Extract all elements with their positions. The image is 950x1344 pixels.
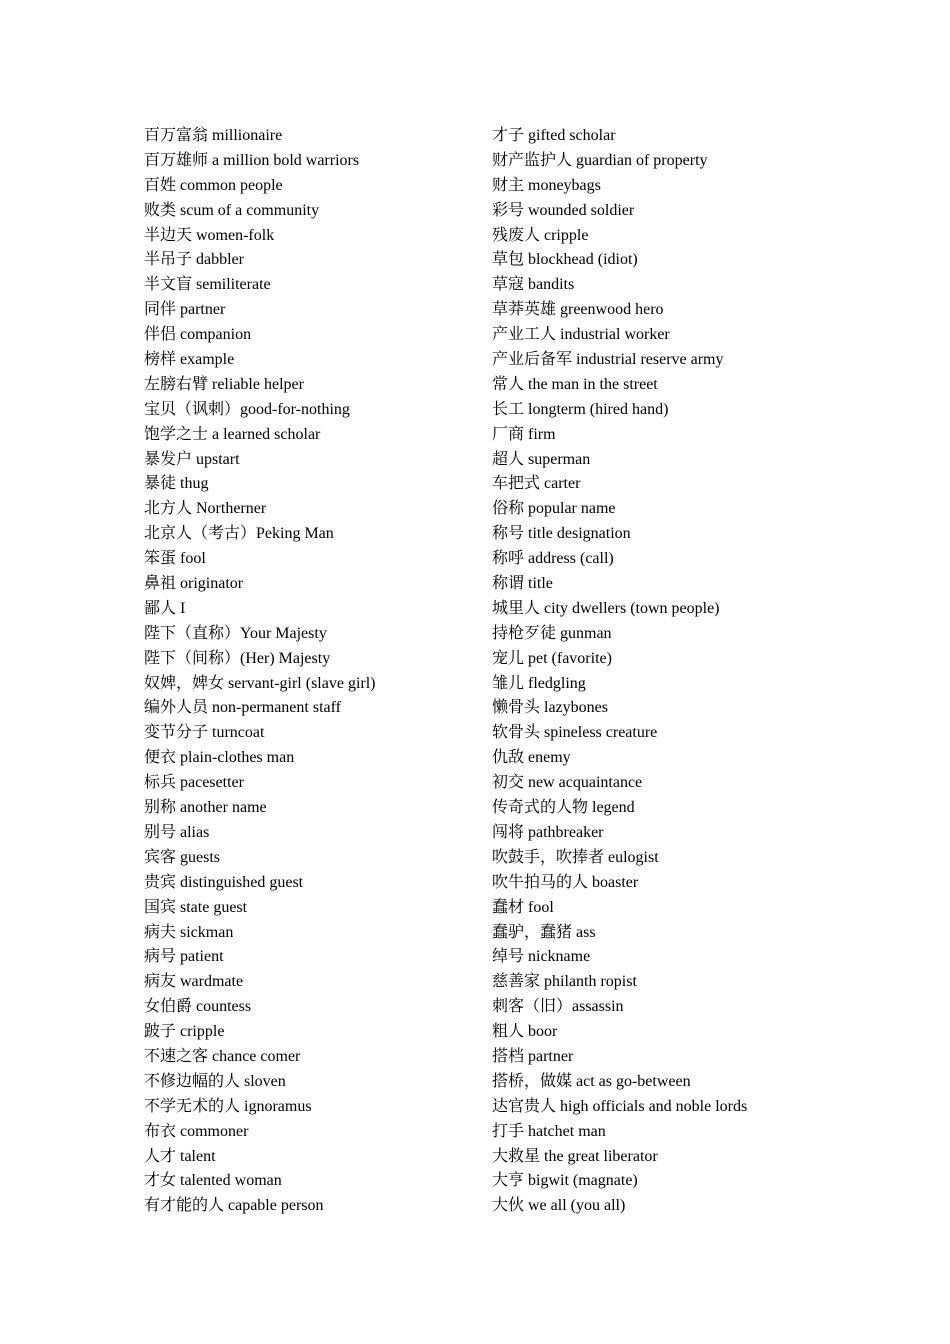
vocab-entry: 称谓 title	[492, 575, 553, 593]
vocab-entry: 伴侣 companion	[144, 326, 252, 344]
vocab-entry: 别称 another name	[144, 799, 267, 817]
vocab-entry: 蠢材 fool	[492, 898, 554, 916]
vocab-entry: 雏儿 fledgling	[492, 674, 586, 692]
vocab-entry: 粗人 boor	[492, 1023, 558, 1041]
vocab-entry: 城里人 city dwellers (town people)	[492, 599, 720, 617]
vocab-entry: 国宾 state guest	[144, 898, 248, 916]
vocab-entry: 达官贵人 high officials and noble lords	[492, 1097, 748, 1115]
vocab-entry: 别号 alias	[144, 823, 210, 841]
vocab-entry: 懒骨头 lazybones	[492, 699, 608, 717]
left-column	[144, 124, 484, 1219]
vocab-entry: 才女 talented woman	[144, 1172, 282, 1190]
vocab-entry: 榜样 example	[144, 351, 235, 369]
vocab-entry: 宠儿 pet (favorite)	[492, 649, 612, 667]
vocab-entry: 草莽英雄 greenwood hero	[492, 301, 664, 319]
vocab-entry: 称号 title designation	[492, 525, 631, 543]
vocab-entry: 搭桥，做媒 act as go-between	[492, 1072, 691, 1090]
vocab-entry: 百万雄师 a million bold warriors	[144, 151, 360, 169]
vocab-entry: 暴徒 thug	[144, 475, 209, 493]
vocab-entry: 刺客（旧）assassin	[492, 998, 624, 1016]
vocab-entry: 鼻祖 originator	[144, 575, 244, 593]
vocab-entry: 陛下（直称）Your Majesty	[144, 624, 327, 642]
vocab-entry: 病友 wardmate	[144, 973, 244, 991]
vocab-entry: 标兵 pacesetter	[144, 774, 244, 792]
right-column	[492, 124, 912, 1219]
vocab-entry: 大亨 bigwit (magnate)	[492, 1172, 638, 1190]
vocab-entry: 持枪歹徒 gunman	[492, 624, 612, 642]
vocab-entry: 跛子 cripple	[144, 1023, 225, 1041]
vocab-entry: 残废人 cripple	[492, 226, 589, 244]
vocab-entry: 长工 longterm (hired hand)	[492, 400, 669, 418]
vocab-entry: 搭档 partner	[492, 1047, 574, 1065]
vocab-entry: 草包 blockhead (idiot)	[492, 251, 638, 269]
vocab-entry: 布衣 commoner	[144, 1122, 249, 1140]
vocab-entry: 吹牛拍马的人 boaster	[492, 873, 639, 891]
vocab-entry: 常人 the man in the street	[492, 375, 658, 393]
vocab-entry: 大伙 we all (you all)	[492, 1197, 626, 1215]
vocab-entry: 初交 new acquaintance	[492, 774, 643, 792]
vocab-entry: 车把式 carter	[492, 475, 581, 493]
vocab-entry: 百万富翁 millionaire	[144, 127, 283, 144]
vocab-entry: 便衣 plain-clothes man	[144, 749, 295, 767]
vocab-entry: 奴婢，婢女 servant-girl (slave girl)	[144, 674, 376, 692]
vocab-entry: 大救星 the great liberator	[492, 1147, 658, 1165]
vocab-entry: 半边天 women-folk	[144, 226, 275, 244]
vocab-entry: 病夫 sickman	[144, 923, 234, 941]
vocab-entry: 打手 hatchet man	[492, 1122, 606, 1140]
vocab-entry: 女伯爵 countess	[144, 998, 252, 1016]
vocab-entry: 产业工人 industrial worker	[492, 326, 670, 344]
vocab-entry: 蠢驴，蠢猪 ass	[492, 923, 596, 941]
vocab-entry: 北京人（考古）Peking Man	[144, 525, 334, 543]
vocab-entry: 暴发户 upstart	[144, 450, 240, 468]
vocab-entry: 败类 scum of a community	[144, 201, 320, 219]
vocab-entry: 变节分子 turncoat	[144, 724, 265, 742]
vocab-entry: 半文盲 semiliterate	[144, 276, 271, 294]
vocab-entry: 产业后备军 industrial reserve army	[492, 351, 724, 369]
vocab-entry: 有才能的人 capable person	[144, 1197, 324, 1215]
vocab-entry: 仇敌 enemy	[492, 749, 571, 767]
vocab-entry: 厂商 firm	[492, 425, 556, 443]
vocab-entry: 草寇 bandits	[492, 276, 575, 294]
vocab-entry: 才子 gifted scholar	[492, 127, 616, 144]
vocab-entry: 俗称 popular name	[492, 500, 616, 518]
vocab-entry: 不速之客 chance comer	[144, 1047, 301, 1065]
vocab-entry: 绰号 nickname	[492, 948, 591, 966]
vocab-entry: 左膀右臂 reliable helper	[144, 375, 304, 393]
vocab-entry: 同伴 partner	[144, 301, 226, 319]
vocab-entry: 百姓 common people	[144, 176, 283, 194]
vocab-entry: 北方人 Northerner	[144, 500, 267, 518]
vocab-entry: 陛下（间称）(Her) Majesty	[144, 649, 331, 667]
vocab-entry: 饱学之士 a learned scholar	[144, 425, 321, 443]
vocab-entry: 不修边幅的人 sloven	[144, 1072, 286, 1090]
vocab-entry: 人才 talent	[144, 1147, 216, 1165]
vocab-entry: 鄙人 I	[144, 599, 186, 617]
vocab-entry: 吹鼓手，吹捧者 eulogist	[492, 848, 659, 866]
vocab-entry: 财主 moneybags	[492, 176, 601, 194]
vocab-entry: 宝贝（讽刺）good-for-nothing	[144, 400, 350, 418]
vocab-entry: 称呼 address (call)	[492, 550, 614, 568]
vocab-entry: 笨蛋 fool	[144, 550, 206, 568]
vocab-entry: 编外人员 non-permanent staff	[144, 699, 341, 717]
vocab-entry: 贵宾 distinguished guest	[144, 873, 304, 891]
vocab-entry: 软骨头 spineless creature	[492, 724, 658, 742]
vocab-entry: 病号 patient	[144, 948, 224, 966]
vocab-entry: 不学无术的人 ignoramus	[144, 1097, 312, 1115]
vocab-entry: 慈善家 philanth ropist	[492, 973, 637, 991]
vocab-entry: 传奇式的人物 legend	[492, 799, 635, 817]
vocab-entry: 半吊子 dabbler	[144, 251, 244, 269]
vocab-entry: 财产监护人 guardian of property	[492, 151, 708, 169]
vocab-entry: 闯将 pathbreaker	[492, 823, 604, 841]
vocab-entry: 宾客 guests	[144, 848, 221, 866]
vocab-entry: 超人 superman	[492, 450, 591, 468]
vocab-entry: 彩号 wounded soldier	[492, 201, 635, 219]
